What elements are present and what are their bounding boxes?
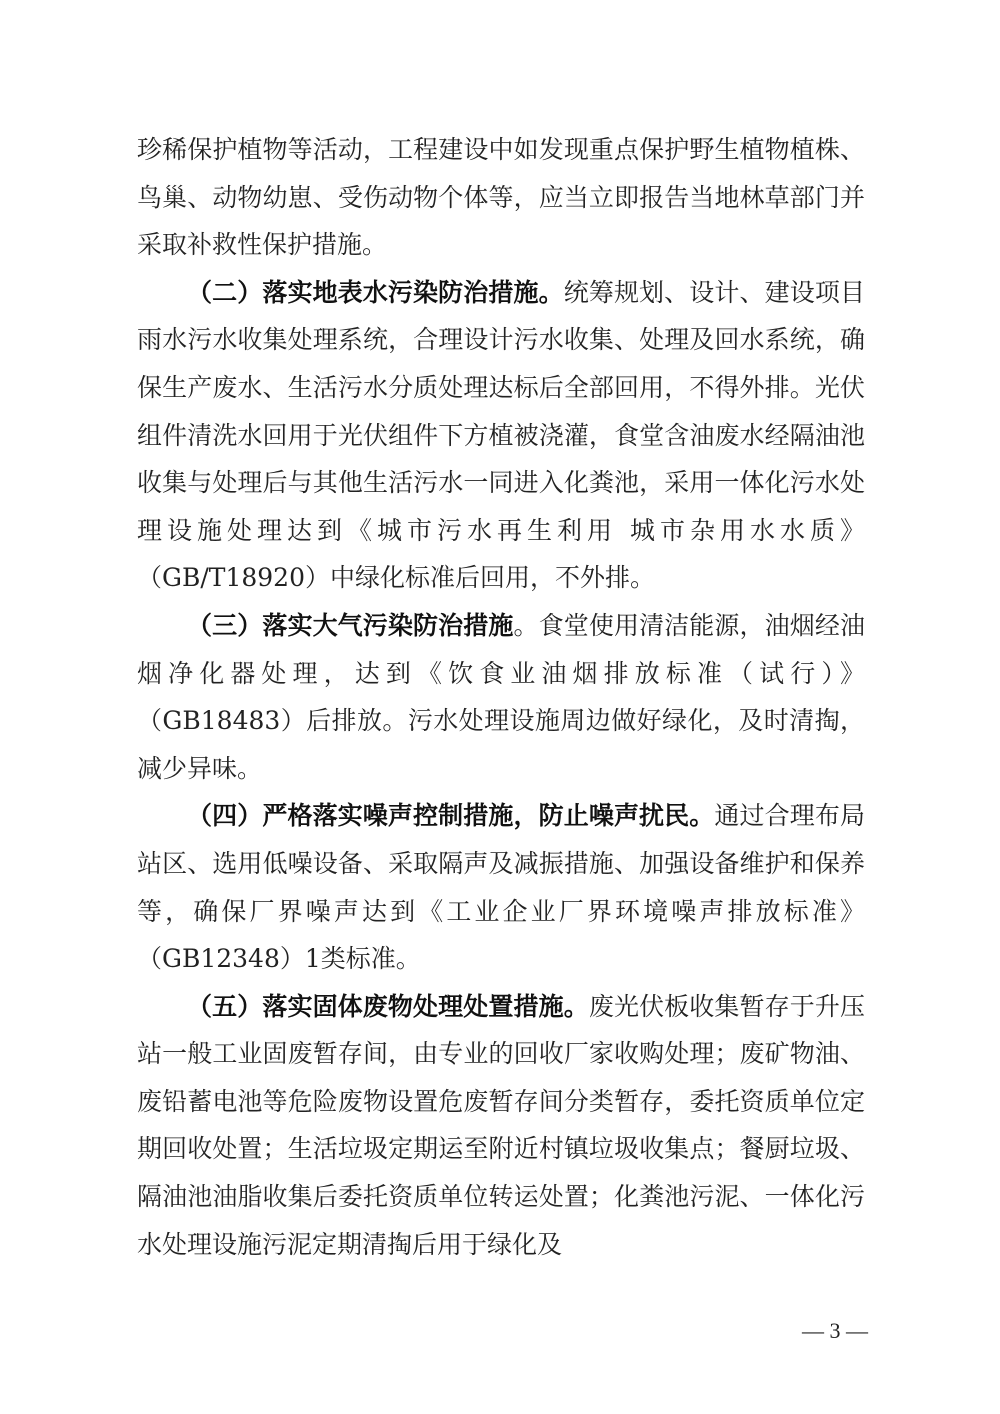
paragraph-text: 。食堂使用清洁能源，油烟经油烟净化器处理，达到《饮食业油烟排放标准（试行）》（GB18483）后排放。污水处理设施周边做好绿化，及时清掏，减少异味。 [137, 610, 865, 783]
paragraph-text: 废光伏板收集暂存于升压站一般工业固废暂存间，由专业的回收厂家收购处理；废矿物油、废铅蓄电池等危险废物设置危废暂存间分类暂存，委托资质单位定期回收处置；生活垃圾定期运至附近村镇垃圾收集点；餐厨垃圾、隔油池油脂收集后委托资质单位转运处置；化粪池污泥、一体化污水处理设施污泥定期清掏后用于绿化及 [137, 991, 865, 1259]
paragraph-surface-water [137, 269, 865, 602]
section-heading-air-pollution: （三）落实大气污染防治措施 [187, 610, 514, 640]
section-heading-surface-water: （二）落实地表水污染防治措施。 [187, 277, 564, 307]
section-heading-noise-control: （四）严格落实噪声控制措施，防止噪声扰民。 [187, 801, 715, 831]
paragraph-text: 统筹规划、设计、建设项目雨水污水收集处理系统，合理设计污水收集、处理及回水系统，确保生产废水、生活污水分质处理达标后全部回用，不得外排。光伏组件清洗水回用于光伏组件下方植被浇灌，食堂含油废水经隔油池收集与处理后与其他生活污水一同进入化粪池，采用一体化污水处理设施处理达到《城市污水再生利用 城市杂用水水质》（GB/T18920）中绿化标准后回用，不外排。 [137, 277, 865, 593]
section-heading-solid-waste: （五）落实固体废物处理处置措施。 [187, 991, 589, 1021]
paragraph-solid-waste [137, 983, 865, 1269]
paragraph-continuation [137, 126, 865, 269]
paragraph-noise-control [137, 792, 865, 982]
document-body [137, 126, 865, 1268]
page-number: — 3 — [802, 1318, 868, 1343]
paragraph-text: 珍稀保护植物等活动，工程建设中如发现重点保护野生植物植株、鸟巢、动物幼崽、受伤动物个体等，应当立即报告当地林草部门并采取补救性保护措施。 [137, 135, 865, 260]
paragraph-air-pollution [137, 602, 865, 792]
paragraph-text: 通过合理布局站区、选用低噪设备、采取隔声及减振措施、加强设备维护和保养等，确保厂界噪声达到《工业企业厂界环境噪声排放标准》（GB12348）1类标准。 [137, 801, 865, 974]
